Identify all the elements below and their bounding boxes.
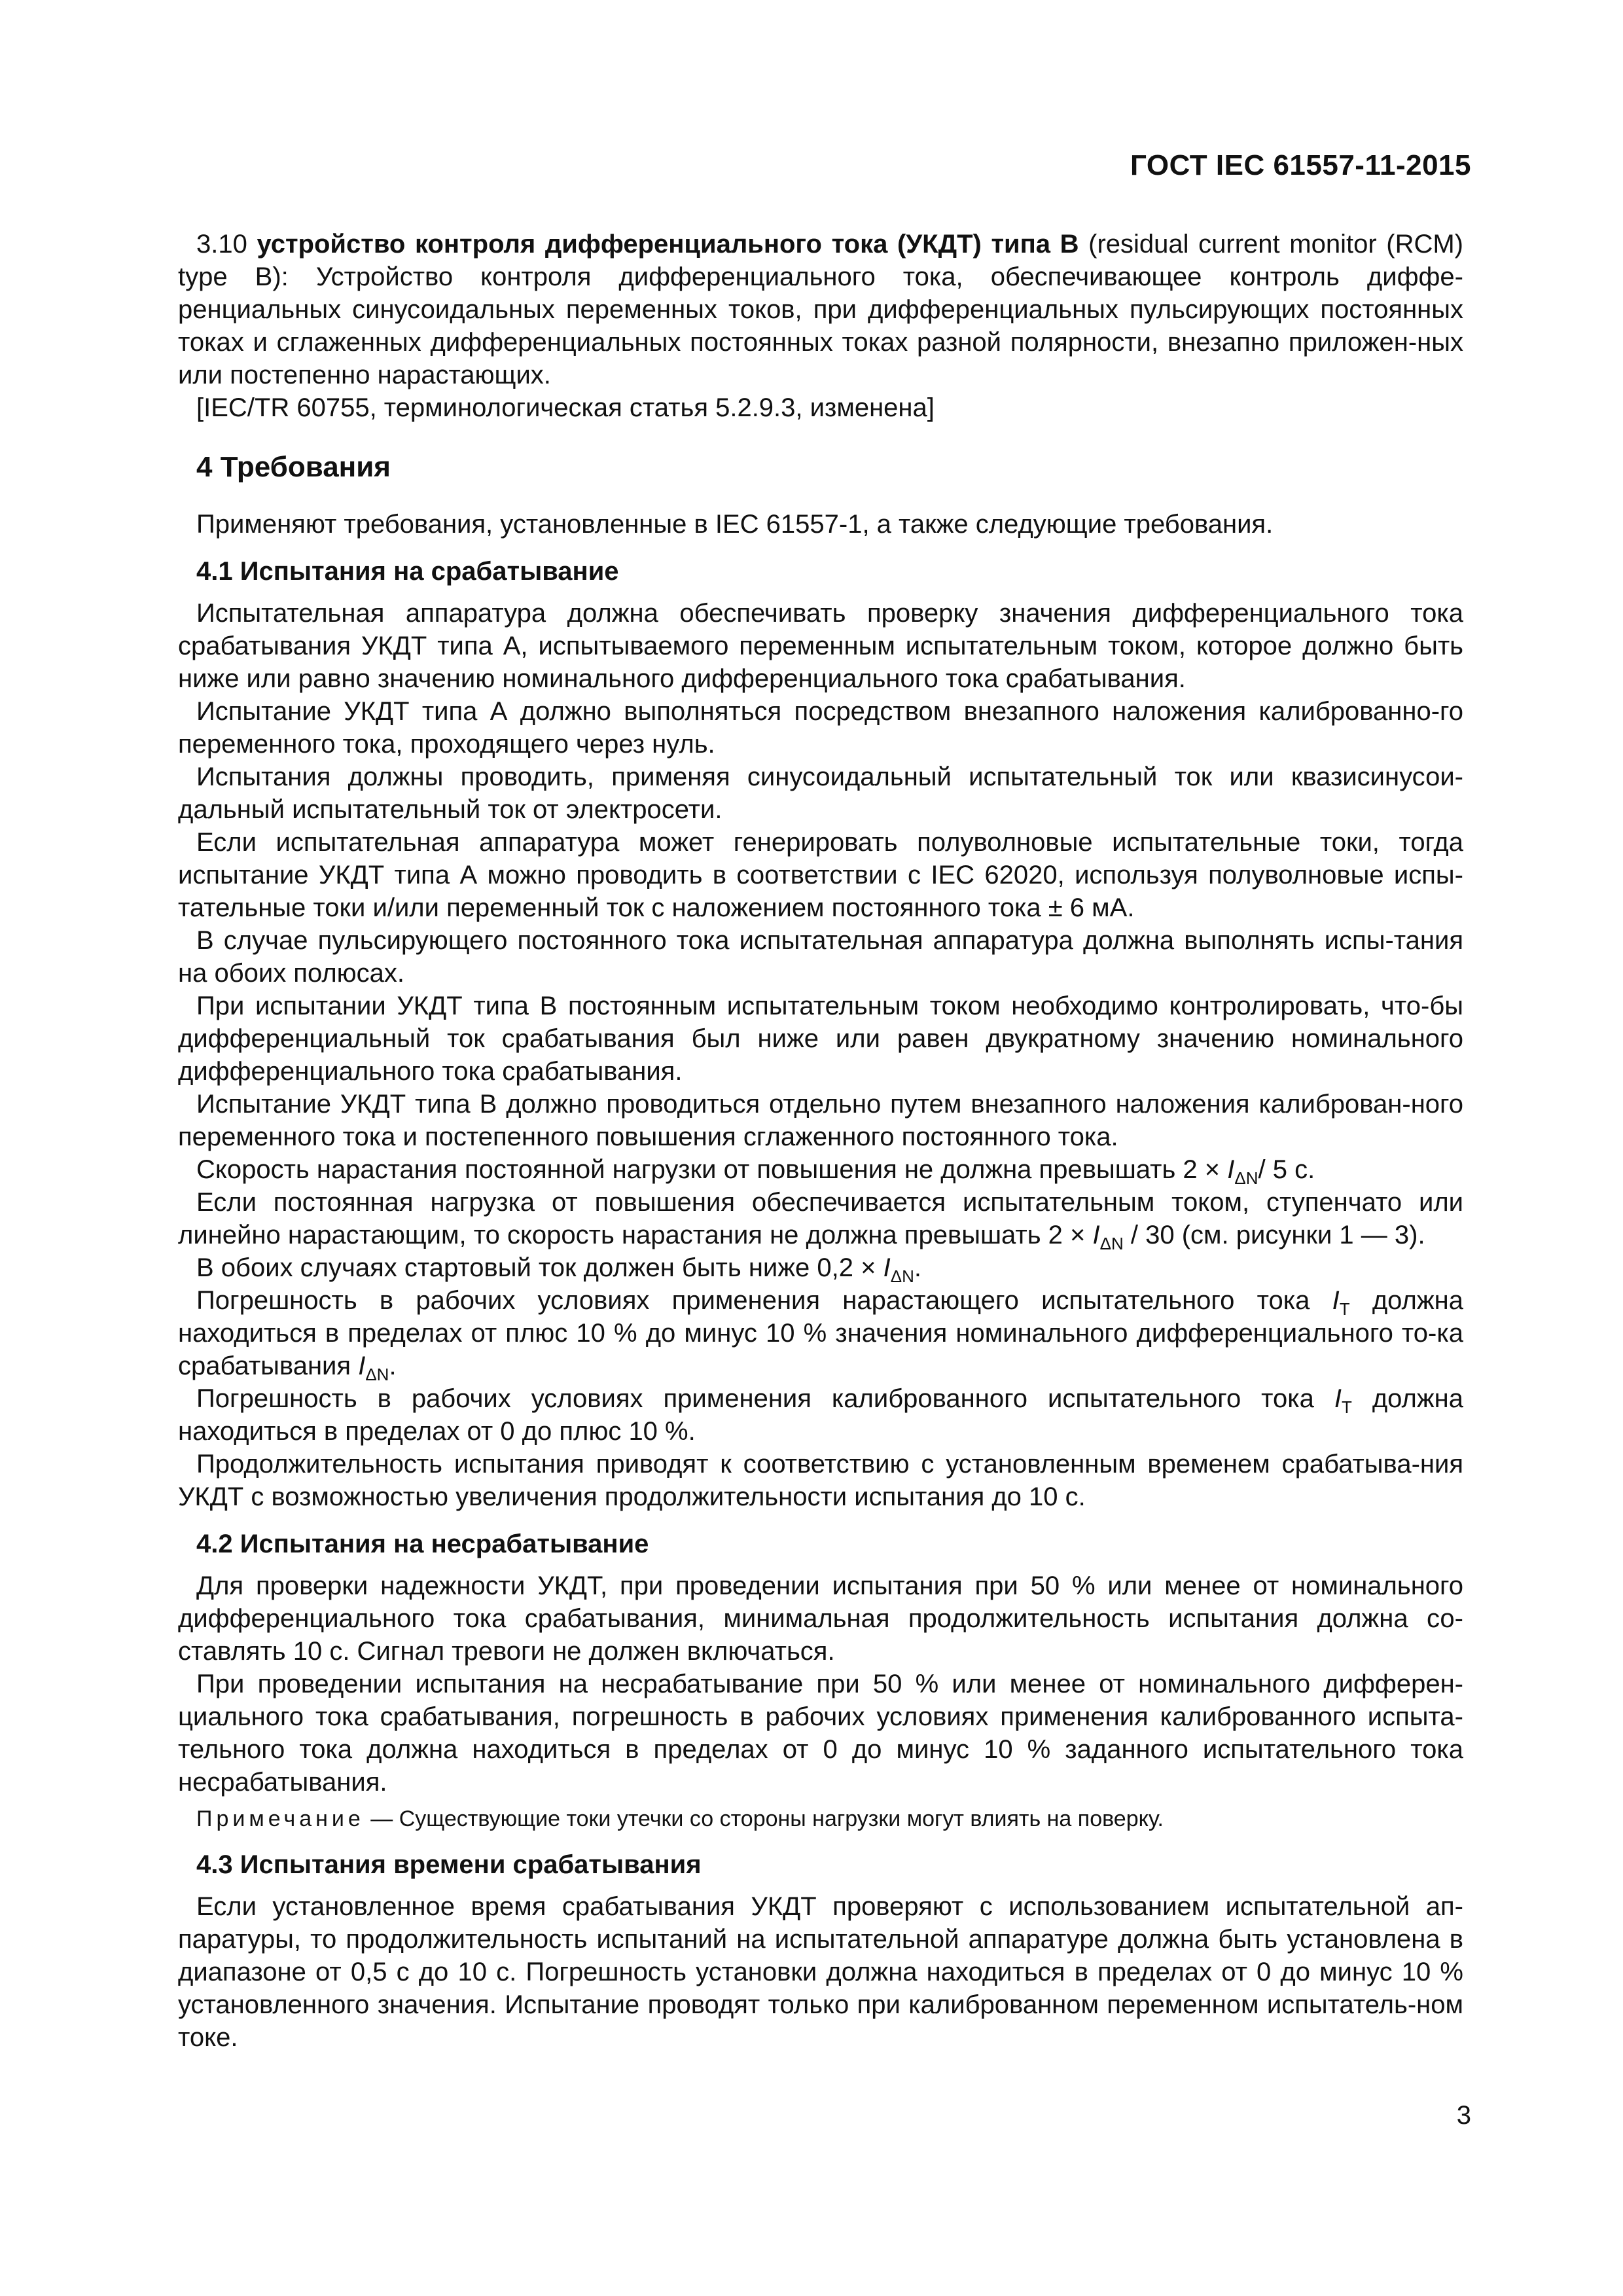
text-run: Если постоянная нагрузка от повышения обеспечивается испытательным током, ступенчато или линейно нарастающим, то скорость нарастания не должна превышать 2 × — [178, 1188, 1463, 1249]
paragraph: Испытательная аппаратура должна обеспечивать проверку значения дифференциального тока срабатывания УКДТ типа А, испытываемого переменным испытательным током, которое должно быть ниже или равно значению номинального дифференциального тока срабатывания. — [178, 599, 1463, 693]
paragraph-rise-rate — [178, 1153, 1463, 1186]
paragraph: Если испытательная аппаратура может генерировать полуволновые испытательные токи, тогда испытание УКДТ типа А можно проводить в соответствии с IEC 62020, используя полуволновые испы-тательные токи и/или переменный ток с наложением постоянного тока ± 6 мА. — [178, 828, 1463, 922]
subscript-t: T — [1339, 1299, 1350, 1319]
paragraph: При испытании УКДТ типа В постоянным испытательным током необходимо контролировать, что-бы дифференциальный ток срабатывания был ниже или равен двукратному значению номинального дифференциального тока срабатывания. — [178, 992, 1463, 1086]
definition-source: [IEC/TR 60755, терминологическая статья 5.2.9.3, изменена] — [196, 393, 935, 422]
paragraph: Если установленное время срабатывания УКДТ проверяют с использованием испытательной ап-паратуры, то продолжительность испытаний на испытательной аппаратуре должна быть установлена в диапазоне от 0,5 с до 10 с. Погрешность установки должна находиться в пределах от 0 до минус 10 % установленного значения. Испытание проводят только при калиброванном переменном испытатель-ном токе. — [178, 1892, 1463, 2052]
text-run: / 5 с. — [1258, 1155, 1315, 1184]
subscript-dn: ΔN — [1234, 1168, 1258, 1188]
paragraph-step-rate — [178, 1186, 1463, 1251]
paragraph: В случае пульсирующего постоянного тока испытательная аппаратура должна выполнять испы-тания на обоих полюсах. — [178, 926, 1463, 988]
symbol-i: I — [1227, 1155, 1235, 1184]
paragraph: Для проверки надежности УКДТ, при проведении испытания при 50 % или менее от номинального дифференциального тока срабатывания, минимальная продолжительность испытания должна со-ставлять 10 с. Сигнал тревоги не должен включаться. — [178, 1571, 1463, 1666]
subscript-dn: ΔN — [365, 1365, 389, 1384]
text-run: должна находиться в пределах от 0 до плюс 10 %. — [178, 1384, 1463, 1446]
paragraph: При проведении испытания на несрабатывание при 50 % или менее от номинального дифферен-циального тока срабатывания, погрешность в рабочих условиях применения калиброванного испыта-тельного тока должна находиться в пределах от 0 до минус 10 % заданного испытательного тока несрабатывания. — [178, 1670, 1463, 1797]
symbol-i: I — [1332, 1286, 1340, 1315]
paragraph-start-current — [178, 1251, 1463, 1284]
paragraph: Испытание УКДТ типа В должно проводиться отдельно путем внезапного наложения калиброван-ного переменного тока и постепенного повышения сглаженного постоянного тока. — [178, 1090, 1463, 1151]
page-number: 3 — [1456, 2101, 1471, 2130]
paragraph-rising-accuracy — [178, 1284, 1463, 1382]
section-4-1-heading: 4.1 Испытания на срабатывание — [196, 557, 619, 586]
paragraph: Продолжительность испытания приводят к соответствию с установленным временем срабатыва-ния УКДТ с возможностью увеличения продолжительности испытания до 10 с. — [178, 1450, 1463, 1511]
subscript-dn: ΔN — [890, 1266, 914, 1286]
text-run: . — [914, 1253, 921, 1282]
symbol-i: I — [358, 1352, 366, 1380]
section-4-intro: Применяют требования, установленные в IEC 61557-1, а также следующие требования. — [196, 510, 1274, 539]
paragraph-calibrated-accuracy — [178, 1382, 1463, 1448]
text-run: Погрешность в рабочих условиях применения нарастающего испытательного тока — [196, 1286, 1332, 1315]
symbol-i: I — [883, 1253, 891, 1282]
definition-term: устройство контроля дифференциального тока (УКДТ) типа В — [257, 230, 1079, 259]
definition-3-10 — [178, 228, 1463, 391]
text-run: / 30 (см. рисунки 1 — 3). — [1123, 1221, 1425, 1249]
symbol-i: I — [1334, 1384, 1342, 1413]
section-4-3-heading: 4.3 Испытания времени срабатывания — [196, 1850, 702, 1879]
definition-text: (residual current monitor (RCM) type B): Устройство контроля дифференциального тока, обеспечивающее контроль диффе-ренциальных синусоидальных переменных токов, при дифференциальных пульсирующих постоянных токах и сглаженных дифференциальных постоянных токах разной полярности, внезапно приложен-ных или постепенно нарастающих. — [178, 230, 1463, 389]
text-run: должна находиться в пределах от плюс 10 % до минус 10 % значения номинального дифференциального то-ка срабатывания — [178, 1286, 1463, 1380]
text-run: В обоих случаях стартовый ток должен быть ниже 0,2 × — [196, 1253, 883, 1282]
note-label: Примечание — [196, 1806, 365, 1831]
section-4-2-heading: 4.2 Испытания на несрабатывание — [196, 1530, 649, 1558]
note — [178, 1804, 1463, 1834]
paragraph: Испытания должны проводить, применяя синусоидальный испытательный ток или квазисинусои-дальный испытательный ток от электросети. — [178, 762, 1463, 824]
text-run: Скорость нарастания постоянной нагрузки от повышения не должна превышать 2 × — [196, 1155, 1228, 1184]
subscript-t: T — [1342, 1397, 1352, 1417]
document-code: ГОСТ IEC 61557-11-2015 — [1130, 149, 1471, 181]
note-text: — Существующие токи утечки со стороны нагрузки могут влиять на поверку. — [364, 1806, 1164, 1831]
section-4-heading: 4 Требования — [196, 451, 391, 483]
definition-number: 3.10 — [196, 230, 257, 259]
page-content — [178, 228, 1463, 2054]
text-run: Погрешность в рабочих условиях применения калиброванного испытательного тока — [196, 1384, 1334, 1413]
symbol-i: I — [1092, 1221, 1100, 1249]
subscript-dn: ΔN — [1099, 1234, 1124, 1253]
text-run: . — [389, 1352, 397, 1380]
paragraph: Испытание УКДТ типа А должно выполняться посредством внезапного наложения калиброванно-го переменного тока, проходящего через нуль. — [178, 697, 1463, 759]
